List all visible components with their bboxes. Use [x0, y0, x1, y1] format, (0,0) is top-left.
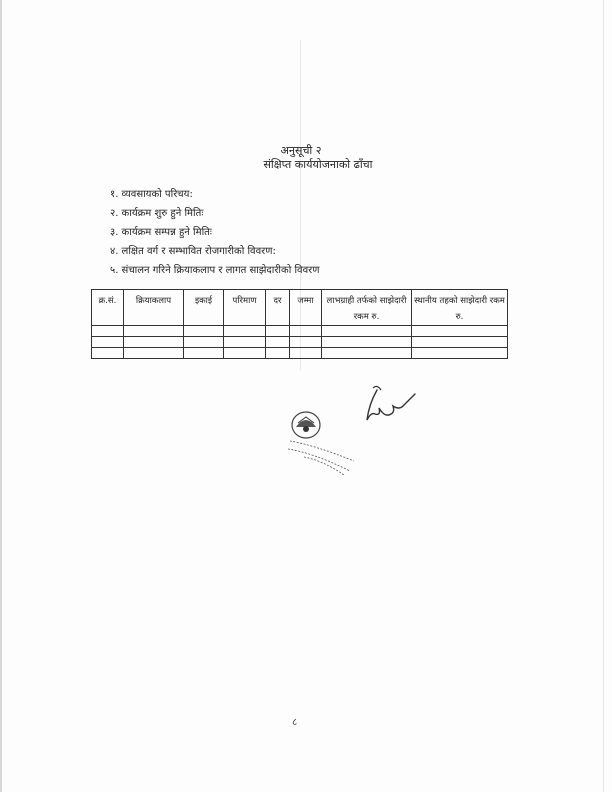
col-header-serial: क्र.सं. — [92, 290, 124, 326]
table-cell — [266, 326, 290, 337]
list-item-start-date: २. कार्यक्रम शुरु हुने मितिः — [110, 208, 204, 219]
table-cell — [224, 337, 266, 348]
table-cell — [184, 326, 224, 337]
table-cell — [92, 326, 124, 337]
col-header-activity: क्रियाकलाप — [124, 290, 184, 326]
table-cell — [92, 348, 124, 359]
table-cell — [124, 337, 184, 348]
table-cell — [290, 348, 322, 359]
col-header-beneficiary-share: लाभग्राही तर्फको साझेदारी रकम रु. — [322, 290, 412, 326]
table-cell — [412, 326, 508, 337]
col-header-total: जम्मा — [290, 290, 322, 326]
list-item-activity-cost: ५. संचालन गरिने क्रियाकलाप र लागत साझेदारीको विवरण — [110, 265, 320, 276]
list-item-business-intro: १. व्यवसायको परिचय: — [110, 189, 193, 200]
col-header-local-share: स्थानीय तहको साझेदारी रकम रु. — [412, 290, 508, 326]
list-item-end-date: ३. कार्यक्रम सम्पन्न हुने मितिः — [110, 227, 212, 238]
page-number: ८ — [292, 717, 298, 728]
col-header-rate: दर — [266, 290, 290, 326]
table-row — [92, 337, 508, 348]
table-body — [92, 326, 508, 359]
table-cell — [322, 326, 412, 337]
table-cell — [224, 326, 266, 337]
table-cell — [184, 348, 224, 359]
government-seal — [284, 405, 364, 479]
table-row — [92, 348, 508, 359]
list-item-target-group: ४. लक्षित वर्ग र सम्भावित रोजगारीको विवरण: — [110, 246, 276, 257]
table-cell — [290, 326, 322, 337]
cost-sharing-table-wrapper — [91, 289, 507, 359]
table-cell — [322, 348, 412, 359]
table-cell — [124, 326, 184, 337]
table-cell — [412, 348, 508, 359]
annex-title: अनुसूची २ — [280, 144, 322, 157]
table-cell — [322, 337, 412, 348]
table-cell — [124, 348, 184, 359]
table-cell — [266, 337, 290, 348]
scan-edge-right — [603, 0, 604, 792]
scan-edge-left — [0, 0, 2, 792]
col-header-unit: इकाई — [184, 290, 224, 326]
table-cell — [184, 337, 224, 348]
table-header-row — [92, 290, 508, 326]
cost-sharing-table — [91, 289, 508, 359]
table-cell — [92, 337, 124, 348]
table-cell — [290, 337, 322, 348]
signature-icon — [355, 382, 420, 432]
table-cell — [266, 348, 290, 359]
seal-emblem-icon — [284, 405, 364, 475]
document-subtitle: संक्षिप्त कार्ययोजनाको ढाँचा — [263, 158, 373, 171]
table-cell — [412, 337, 508, 348]
table-cell — [224, 348, 266, 359]
table-row — [92, 326, 508, 337]
col-header-quantity: परिमाण — [224, 290, 266, 326]
signature — [355, 382, 420, 436]
